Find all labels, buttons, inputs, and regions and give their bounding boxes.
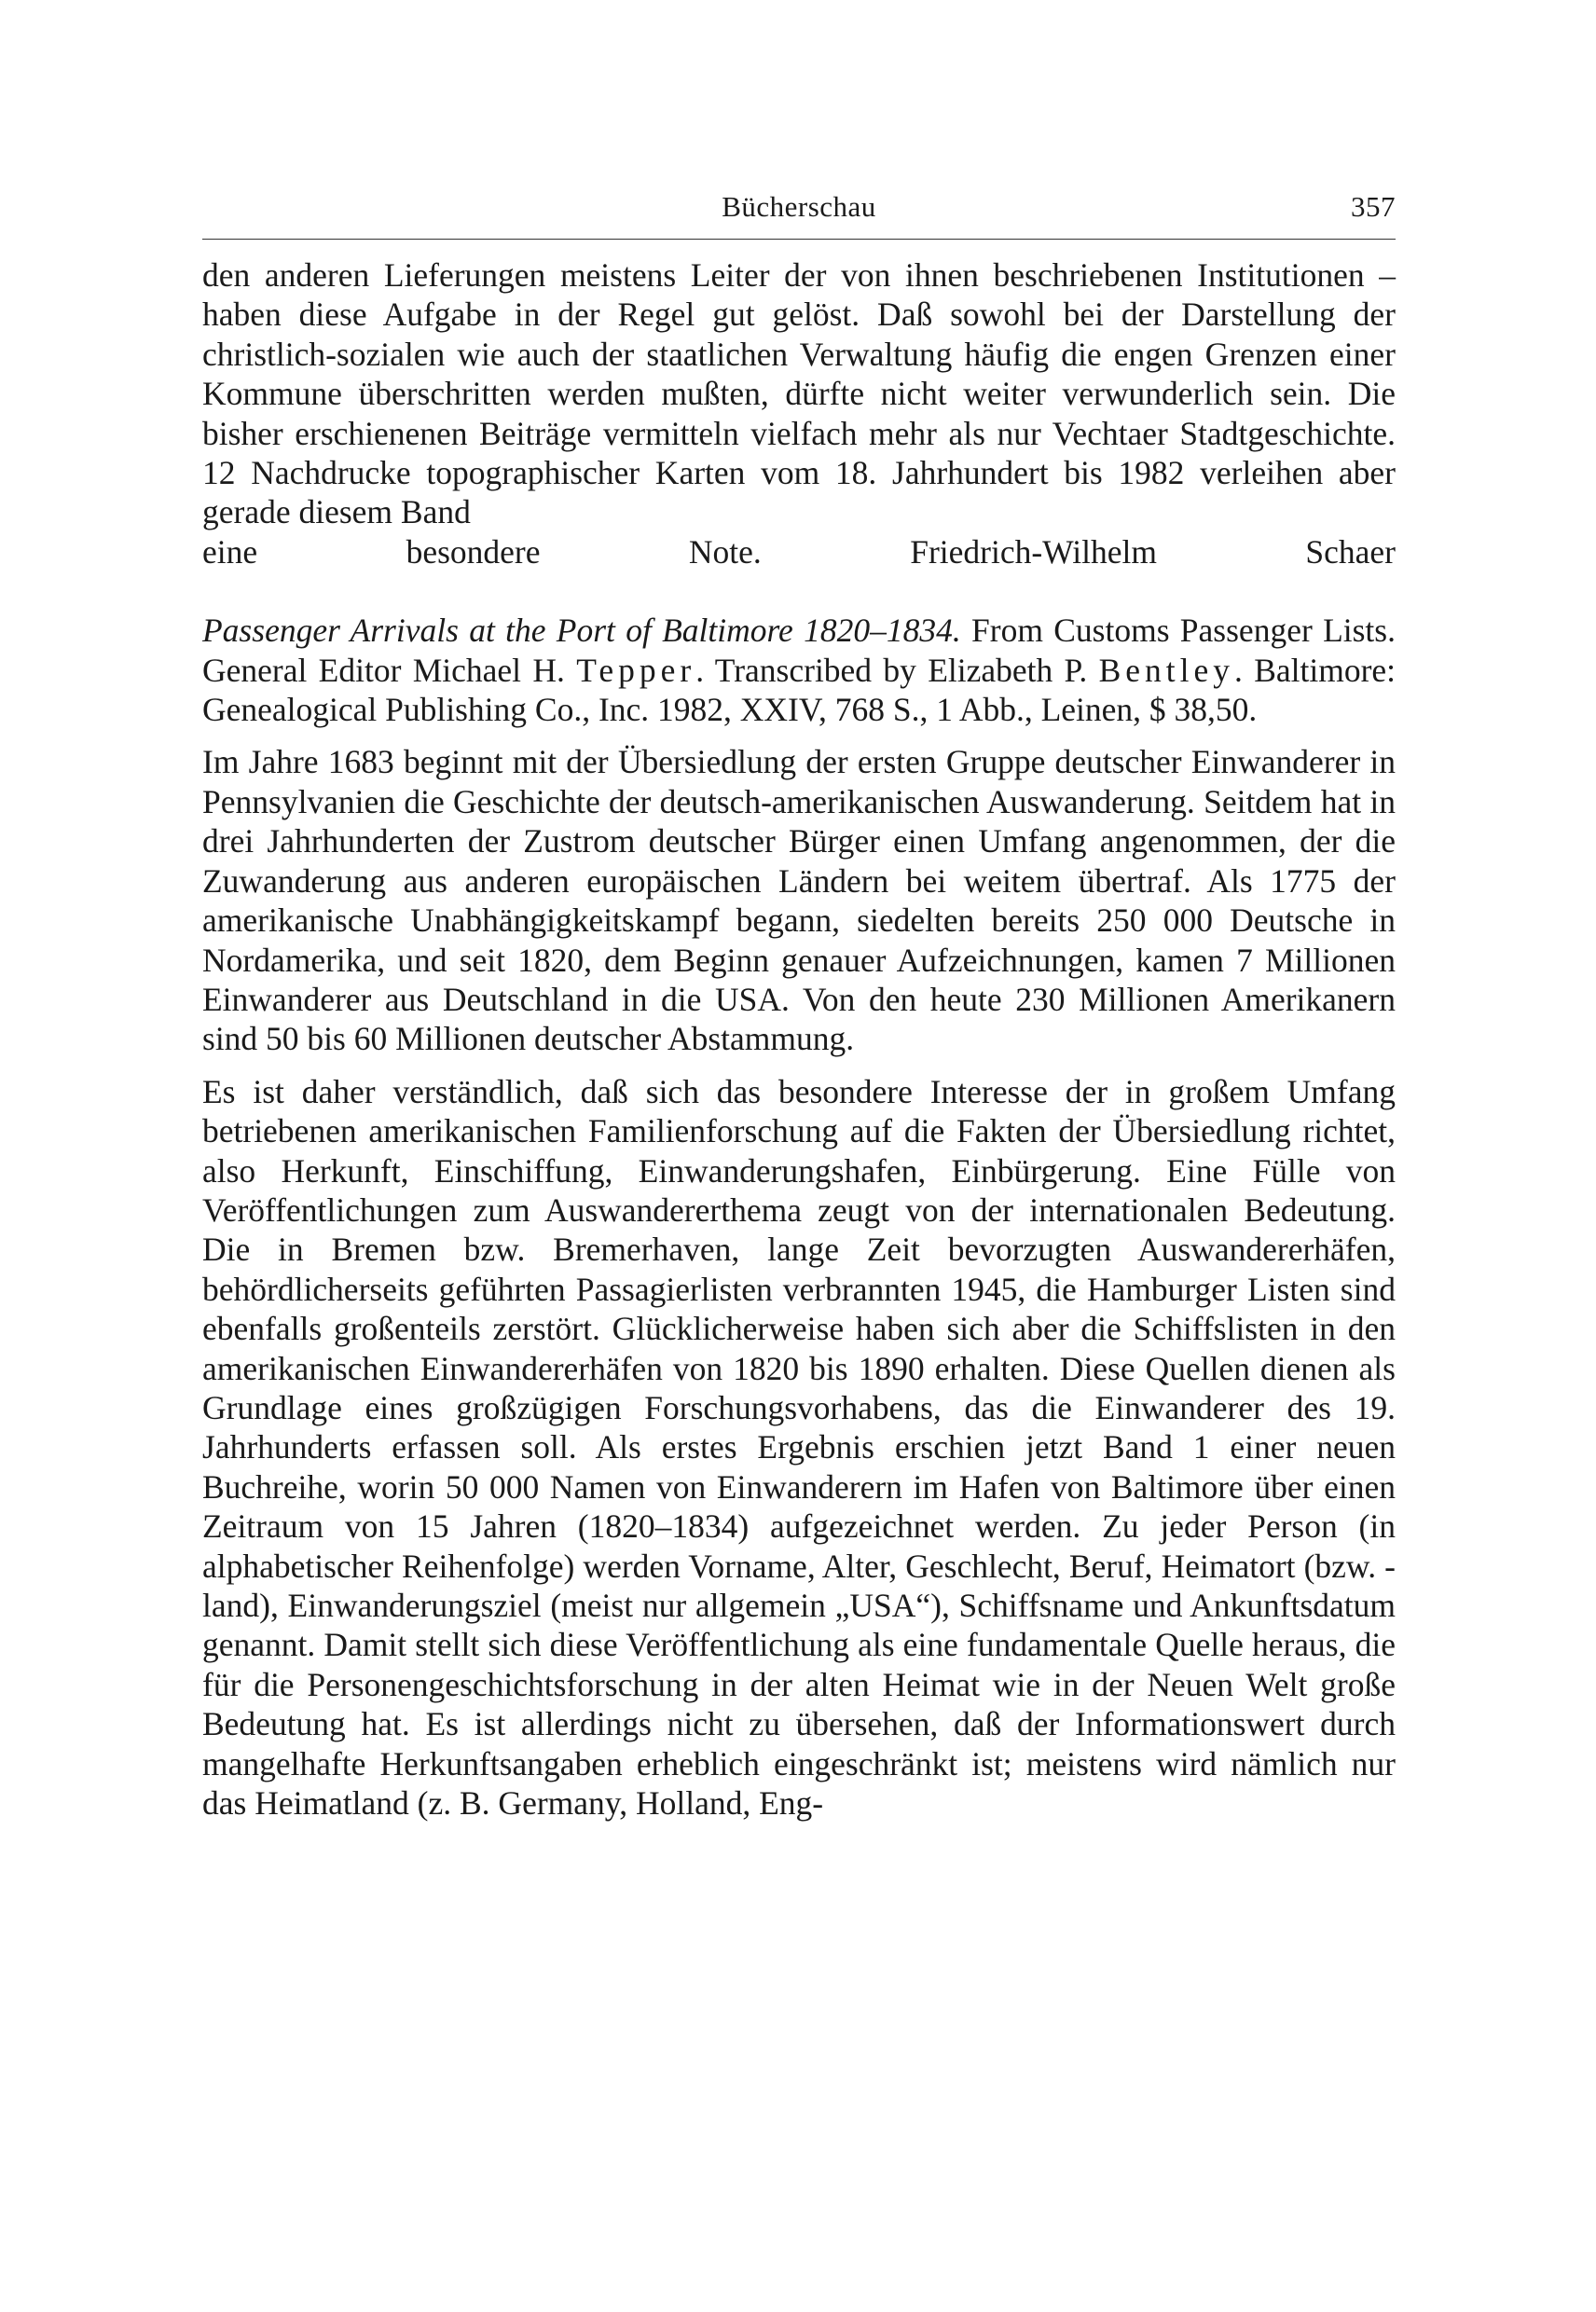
review-paragraph-2: Es ist daher verständlich, daß sich das besondere Interesse der in großem Umfang betriebenen amerikanischen Familienforschung auf die Fakten der Übersiedlung richtet, also Herkunft, Einschiffung, Einwanderungshafen, Einbürgerung. Eine Fülle von Veröffentlichungen zum Auswandererthema zeugt von der internationalen Bedeutung. Die in Bremen bzw. Bremerhaven, lange Zeit bevorzugten Auswandererhäfen, behördlicherseits geführten Passagierlisten verbrannten 1945, die Hamburger Listen sind ebenfalls großenteils zerstört. Glücklicherweise haben sich aber die Schiffslisten in den amerikanischen Einwandererhäfen von 1820 bis 1890 erhalten. Diese Quellen dienen als Grundlage eines großzügigen Forschungsvorhabens, das die Einwanderer des 19. Jahrhunderts erfassen soll. Als erstes Ergebnis erschien jetzt Band 1 einer neuen Buchreihe, worin 50 000 Namen von Einwanderern im Hafen von Baltimore über einen Zeitraum von 15 Jahren (1820–1834) aufgezeichnet werden. Zu jeder Person (in alphabetischer Reihenfolge) werden Vorname, Alter, Geschlecht, Beruf, Heimatort (bzw. -land), Einwanderungsziel (meist nur allgemein „USA“), Schiffsname und Ankunftsdatum genannt. Damit stellt sich diese Veröffentlichung als eine fundamentale Quelle heraus, die für die Personengeschichtsforschung in der alten Heimat wie in der Neuen Welt große Bedeutung hat. Es ist allerdings nicht zu übersehen, daß der Informationswert durch mangelhafte Herkunftsangaben erheblich eingeschränkt ist; meistens wird nämlich nur das Heimatland (z. B. Germany, Holland, Eng- [202, 1072, 1396, 1823]
running-title: Bücherschau [722, 190, 876, 223]
book-citation [202, 611, 1396, 729]
review-paragraph-1: Im Jahre 1683 beginnt mit der Übersiedlung der ersten Gruppe deutscher Einwanderer in Pennsylvanien die Geschichte der deutsch-amerikanischen Auswanderung. Seitdem hat in drei Jahrhunderten der Zustrom deutscher Bürger einen Umfang angenommen, der die Zuwanderung aus anderen europäischen Ländern bei weitem übertraf. Als 1775 der amerikanische Unabhängigkeitskampf begann, siedelten bereits 250 000 Deutsche in Nordamerika, und seit 1820, dem Beginn genauer Aufzeichnungen, kamen 7 Millionen Einwanderer aus Deutschland in die USA. Von den heute 230 Millionen Amerikanern sind 50 bis 60 Millionen deutscher Abstammung. [202, 743, 1396, 1058]
header-rule [202, 239, 1396, 240]
citation-part-2: . Transcribed by Elizabeth P. [695, 651, 1088, 689]
page-number: 357 [1351, 190, 1396, 223]
book-title: Passenger Arrivals at the Port of Baltimore 1820–1834. [202, 612, 961, 650]
editor-surname: Tepper [576, 651, 696, 689]
review-continuation-paragraph: den anderen Lieferungen meistens Leiter der von ihnen beschriebenen Institutionen – haben diese Aufgabe in der Regel gut gelöst. Daß sowohl bei der Darstellung der christlich-sozialen wie auch der staatlichen Verwaltung häufig die engen Grenzen einer Kommune überschritten werden mußten, dürfte nicht weiter verwunderlich sein. Die bisher erschienenen Beiträge vermitteln vielfach mehr als nur Vechtaer Stadtgeschichte. 12 Nachdrucke topographischer Karten vom 18. Jahrhundert bis 1982 verleihen aber gerade diesem Band [202, 256, 1396, 531]
citation-part-1: From Customs Passenger Lists. General Editor Michael H. [202, 612, 1396, 689]
transcriber-surname: Bentley [1098, 651, 1234, 689]
body-text [202, 255, 1396, 1823]
review-closing-line [202, 532, 1396, 571]
reviewer-name: Friedrich-Wilhelm Schaer [910, 532, 1396, 571]
book-page [202, 177, 1396, 1823]
running-head [202, 177, 1396, 233]
citation-part-3: . Baltimore: Genealogical Publishing Co., Inc. 1982, XXIV, 768 S., 1 Abb., Leinen, $ 38,50. [202, 651, 1396, 729]
review-closing-text: eine besondere Note. [202, 532, 762, 571]
